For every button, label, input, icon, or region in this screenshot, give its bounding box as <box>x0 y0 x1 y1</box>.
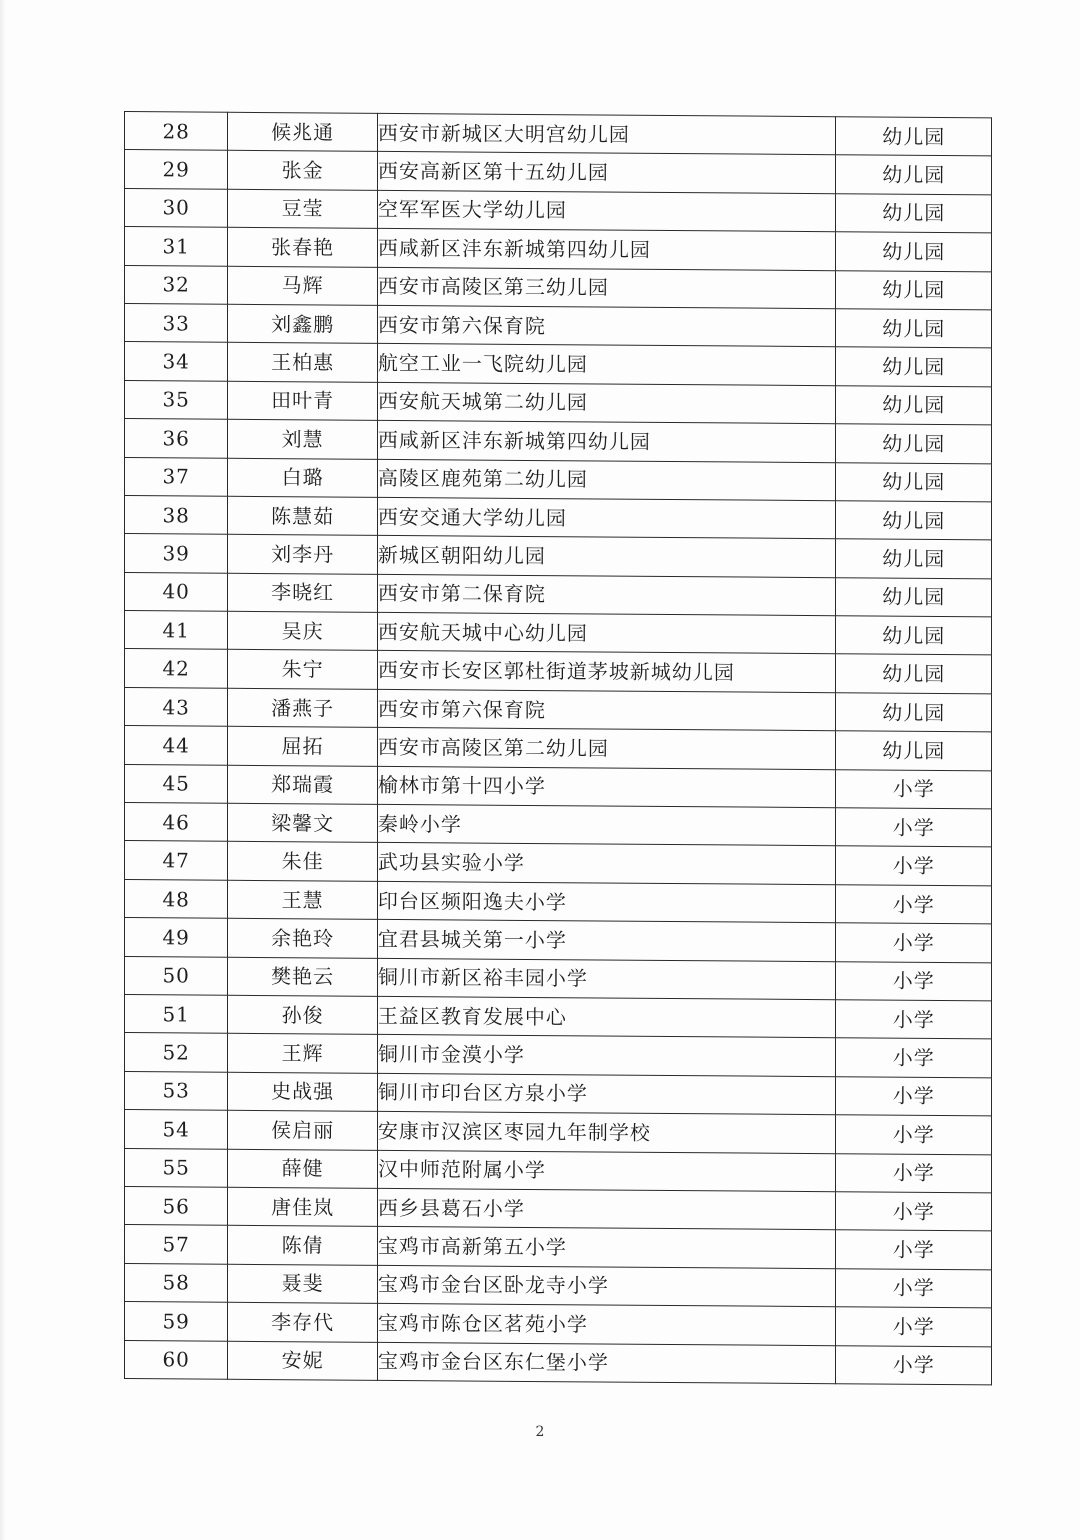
teacher-name-cell: 田叶青 <box>228 381 378 420</box>
row-number-cell: 57 <box>125 1225 228 1264</box>
school-name-cell: 西安市高陵区第二幼儿园 <box>377 728 836 770</box>
row-number-cell: 49 <box>125 918 228 957</box>
row-number-cell: 56 <box>125 1186 228 1225</box>
table-row <box>125 1071 992 1116</box>
school-type-cell: 幼儿园 <box>836 309 992 349</box>
school-type-cell: 小学 <box>836 1000 992 1040</box>
school-type-cell: 小学 <box>836 885 992 925</box>
school-type-cell: 小学 <box>836 1345 992 1385</box>
school-name-cell: 西安市长安区郭杜街道茅坡新城幼儿园 <box>377 651 836 693</box>
table-row <box>125 534 992 579</box>
teacher-name-cell: 孙俊 <box>228 995 378 1034</box>
school-type-cell: 幼儿园 <box>836 462 992 502</box>
row-number-cell: 40 <box>125 572 228 611</box>
school-type-cell: 小学 <box>836 846 992 886</box>
school-name-cell: 铜川市新区裕丰园小学 <box>377 958 836 1000</box>
school-name-cell: 王益区教育发展中心 <box>377 996 836 1038</box>
school-type-cell: 幼儿园 <box>836 539 992 579</box>
table-row <box>125 265 992 310</box>
teacher-name-cell: 陈慧茹 <box>228 496 378 535</box>
table-row <box>125 303 992 348</box>
table-row <box>125 572 992 617</box>
table-row <box>125 1110 992 1155</box>
table-row <box>125 380 992 425</box>
school-name-cell: 汉中师范附属小学 <box>377 1150 836 1192</box>
school-name-cell: 秦岭小学 <box>377 804 836 846</box>
table-row <box>125 457 992 502</box>
teacher-name-cell: 侯启丽 <box>228 1110 378 1149</box>
roster-table-body <box>125 112 992 1385</box>
table-row <box>125 419 992 464</box>
teacher-name-cell: 刘李丹 <box>228 535 378 574</box>
table-row <box>125 1186 992 1231</box>
row-number-cell: 28 <box>125 112 228 151</box>
row-number-cell: 29 <box>125 150 228 189</box>
school-name-cell: 西咸新区沣东新城第四幼儿园 <box>377 420 836 462</box>
row-number-cell: 59 <box>125 1302 228 1341</box>
school-name-cell: 宝鸡市金台区东仁堡小学 <box>377 1342 836 1384</box>
row-number-cell: 34 <box>125 342 228 381</box>
teacher-name-cell: 朱宁 <box>228 650 378 689</box>
row-number-cell: 52 <box>125 1033 228 1072</box>
table-row <box>125 1263 992 1308</box>
roster-table <box>124 111 992 1385</box>
teacher-name-cell: 潘燕子 <box>228 688 378 727</box>
school-name-cell: 铜川市金漠小学 <box>377 1035 836 1077</box>
row-number-cell: 53 <box>125 1071 228 1110</box>
table-row <box>125 227 992 272</box>
school-type-cell: 幼儿园 <box>836 194 992 234</box>
table-row <box>125 841 992 886</box>
table-row <box>125 803 992 848</box>
teacher-name-cell: 樊艳云 <box>228 957 378 996</box>
school-type-cell: 幼儿园 <box>836 270 992 310</box>
school-type-cell: 幼儿园 <box>836 232 992 272</box>
table-row <box>125 994 992 1039</box>
row-number-cell: 31 <box>125 227 228 266</box>
teacher-name-cell: 王辉 <box>228 1034 378 1073</box>
school-type-cell: 小学 <box>836 769 992 809</box>
row-number-cell: 30 <box>125 188 228 227</box>
teacher-name-cell: 朱佳 <box>228 842 378 881</box>
table-row <box>125 342 992 387</box>
school-type-cell: 幼儿园 <box>836 385 992 425</box>
teacher-name-cell: 白璐 <box>228 458 378 497</box>
table-row <box>125 726 992 771</box>
teacher-name-cell: 刘鑫鹏 <box>228 304 378 343</box>
teacher-name-cell: 聂斐 <box>228 1264 378 1303</box>
page-edge-shadow <box>0 0 6 1540</box>
teacher-name-cell: 王慧 <box>228 880 378 919</box>
school-type-cell: 幼儿园 <box>836 616 992 656</box>
school-type-cell: 幼儿园 <box>836 654 992 694</box>
row-number-cell: 45 <box>125 764 228 803</box>
school-type-cell: 小学 <box>836 1115 992 1155</box>
table-row <box>125 1225 992 1270</box>
teacher-name-cell: 王柏惠 <box>228 343 378 382</box>
teacher-name-cell: 吴庆 <box>228 611 378 650</box>
table-row <box>125 150 992 195</box>
table-row <box>125 764 992 809</box>
school-type-cell: 幼儿园 <box>836 731 992 771</box>
row-number-cell: 60 <box>125 1340 228 1379</box>
table-row <box>125 1148 992 1193</box>
school-name-cell: 武功县实验小学 <box>377 843 836 885</box>
school-name-cell: 宝鸡市金台区卧龙寺小学 <box>377 1265 836 1307</box>
row-number-cell: 35 <box>125 380 228 419</box>
school-name-cell: 西安市高陵区第三幼儿园 <box>377 267 836 309</box>
table-row <box>125 879 992 924</box>
school-type-cell: 小学 <box>836 1230 992 1270</box>
school-type-cell: 幼儿园 <box>836 117 992 157</box>
teacher-name-cell: 李存代 <box>228 1302 378 1341</box>
table-row <box>125 687 992 732</box>
teacher-name-cell: 刘慧 <box>228 419 378 458</box>
teacher-name-cell: 史战强 <box>228 1072 378 1111</box>
school-type-cell: 小学 <box>836 1153 992 1193</box>
school-name-cell: 西咸新区沣东新城第四幼儿园 <box>377 229 836 271</box>
row-number-cell: 47 <box>125 841 228 880</box>
row-number-cell: 32 <box>125 265 228 304</box>
school-type-cell: 幼儿园 <box>836 693 992 733</box>
row-number-cell: 42 <box>125 649 228 688</box>
table-row <box>125 112 992 157</box>
school-name-cell: 西安航天城中心幼儿园 <box>377 612 836 654</box>
table-row <box>125 649 992 694</box>
row-number-cell: 38 <box>125 495 228 534</box>
school-name-cell: 宜君县城关第一小学 <box>377 920 836 962</box>
row-number-cell: 37 <box>125 457 228 496</box>
teacher-name-cell: 李晓红 <box>228 573 378 612</box>
school-type-cell: 小学 <box>836 1076 992 1116</box>
row-number-cell: 41 <box>125 611 228 650</box>
teacher-name-cell: 陈倩 <box>228 1226 378 1265</box>
school-name-cell: 高陵区鹿苑第二幼儿园 <box>377 459 836 501</box>
school-type-cell: 幼儿园 <box>836 577 992 617</box>
row-number-cell: 43 <box>125 687 228 726</box>
page-number: 2 <box>535 1424 545 1440</box>
row-number-cell: 58 <box>125 1263 228 1302</box>
teacher-name-cell: 唐佳岚 <box>228 1187 378 1226</box>
school-type-cell: 小学 <box>836 1192 992 1232</box>
school-type-cell: 小学 <box>836 961 992 1001</box>
school-name-cell: 西安交通大学幼儿园 <box>377 497 836 539</box>
school-name-cell: 宝鸡市陈仓区茗苑小学 <box>377 1303 836 1345</box>
teacher-name-cell: 屈拓 <box>228 727 378 766</box>
row-number-cell: 51 <box>125 994 228 1033</box>
school-type-cell: 小学 <box>836 923 992 963</box>
school-name-cell: 印台区频阳逸夫小学 <box>377 881 836 923</box>
teacher-name-cell: 张春艳 <box>228 227 378 266</box>
teacher-name-cell: 候兆通 <box>228 112 378 151</box>
teacher-name-cell: 安妮 <box>228 1341 378 1380</box>
school-name-cell: 西安航天城第二幼儿园 <box>377 382 836 424</box>
teacher-name-cell: 郑瑞霞 <box>228 765 378 804</box>
school-name-cell: 新城区朝阳幼儿园 <box>377 536 836 578</box>
row-number-cell: 55 <box>125 1148 228 1187</box>
school-type-cell: 幼儿园 <box>836 155 992 195</box>
school-name-cell: 西安市第六保育院 <box>377 305 836 347</box>
table-row <box>125 918 992 963</box>
table-row <box>125 495 992 540</box>
teacher-name-cell: 马辉 <box>228 266 378 305</box>
school-type-cell: 幼儿园 <box>836 347 992 387</box>
school-name-cell: 安康市汉滨区枣园九年制学校 <box>377 1112 836 1154</box>
school-type-cell: 小学 <box>836 808 992 848</box>
table-row <box>125 1033 992 1078</box>
school-name-cell: 西安高新区第十五幼儿园 <box>377 152 836 194</box>
table-row <box>125 611 992 656</box>
school-type-cell: 小学 <box>836 1307 992 1347</box>
table-row <box>125 188 992 233</box>
school-name-cell: 西安市新城区大明宫幼儿园 <box>377 113 836 155</box>
row-number-cell: 33 <box>125 303 228 342</box>
teacher-name-cell: 薛健 <box>228 1149 378 1188</box>
school-name-cell: 航空工业一飞院幼儿园 <box>377 344 836 386</box>
teacher-name-cell: 余艳玲 <box>228 918 378 957</box>
teacher-name-cell: 张金 <box>228 151 378 190</box>
school-name-cell: 空军军医大学幼儿园 <box>377 190 836 232</box>
school-type-cell: 小学 <box>836 1268 992 1308</box>
row-number-cell: 54 <box>125 1110 228 1149</box>
school-type-cell: 小学 <box>836 1038 992 1078</box>
school-type-cell: 幼儿园 <box>836 501 992 541</box>
school-type-cell: 幼儿园 <box>836 424 992 464</box>
row-number-cell: 46 <box>125 803 228 842</box>
teacher-name-cell: 梁馨文 <box>228 803 378 842</box>
row-number-cell: 39 <box>125 534 228 573</box>
school-name-cell: 榆林市第十四小学 <box>377 766 836 808</box>
row-number-cell: 48 <box>125 879 228 918</box>
row-number-cell: 50 <box>125 956 228 995</box>
school-name-cell: 西乡县葛石小学 <box>377 1188 836 1230</box>
school-name-cell: 西安市第二保育院 <box>377 574 836 616</box>
teacher-name-cell: 豆莹 <box>228 189 378 228</box>
table-row <box>125 1302 992 1347</box>
school-name-cell: 铜川市印台区方泉小学 <box>377 1073 836 1115</box>
table-row <box>125 956 992 1001</box>
table-row <box>125 1340 992 1385</box>
row-number-cell: 44 <box>125 726 228 765</box>
school-name-cell: 西安市第六保育院 <box>377 689 836 731</box>
school-name-cell: 宝鸡市高新第五小学 <box>377 1227 836 1269</box>
row-number-cell: 36 <box>125 419 228 458</box>
